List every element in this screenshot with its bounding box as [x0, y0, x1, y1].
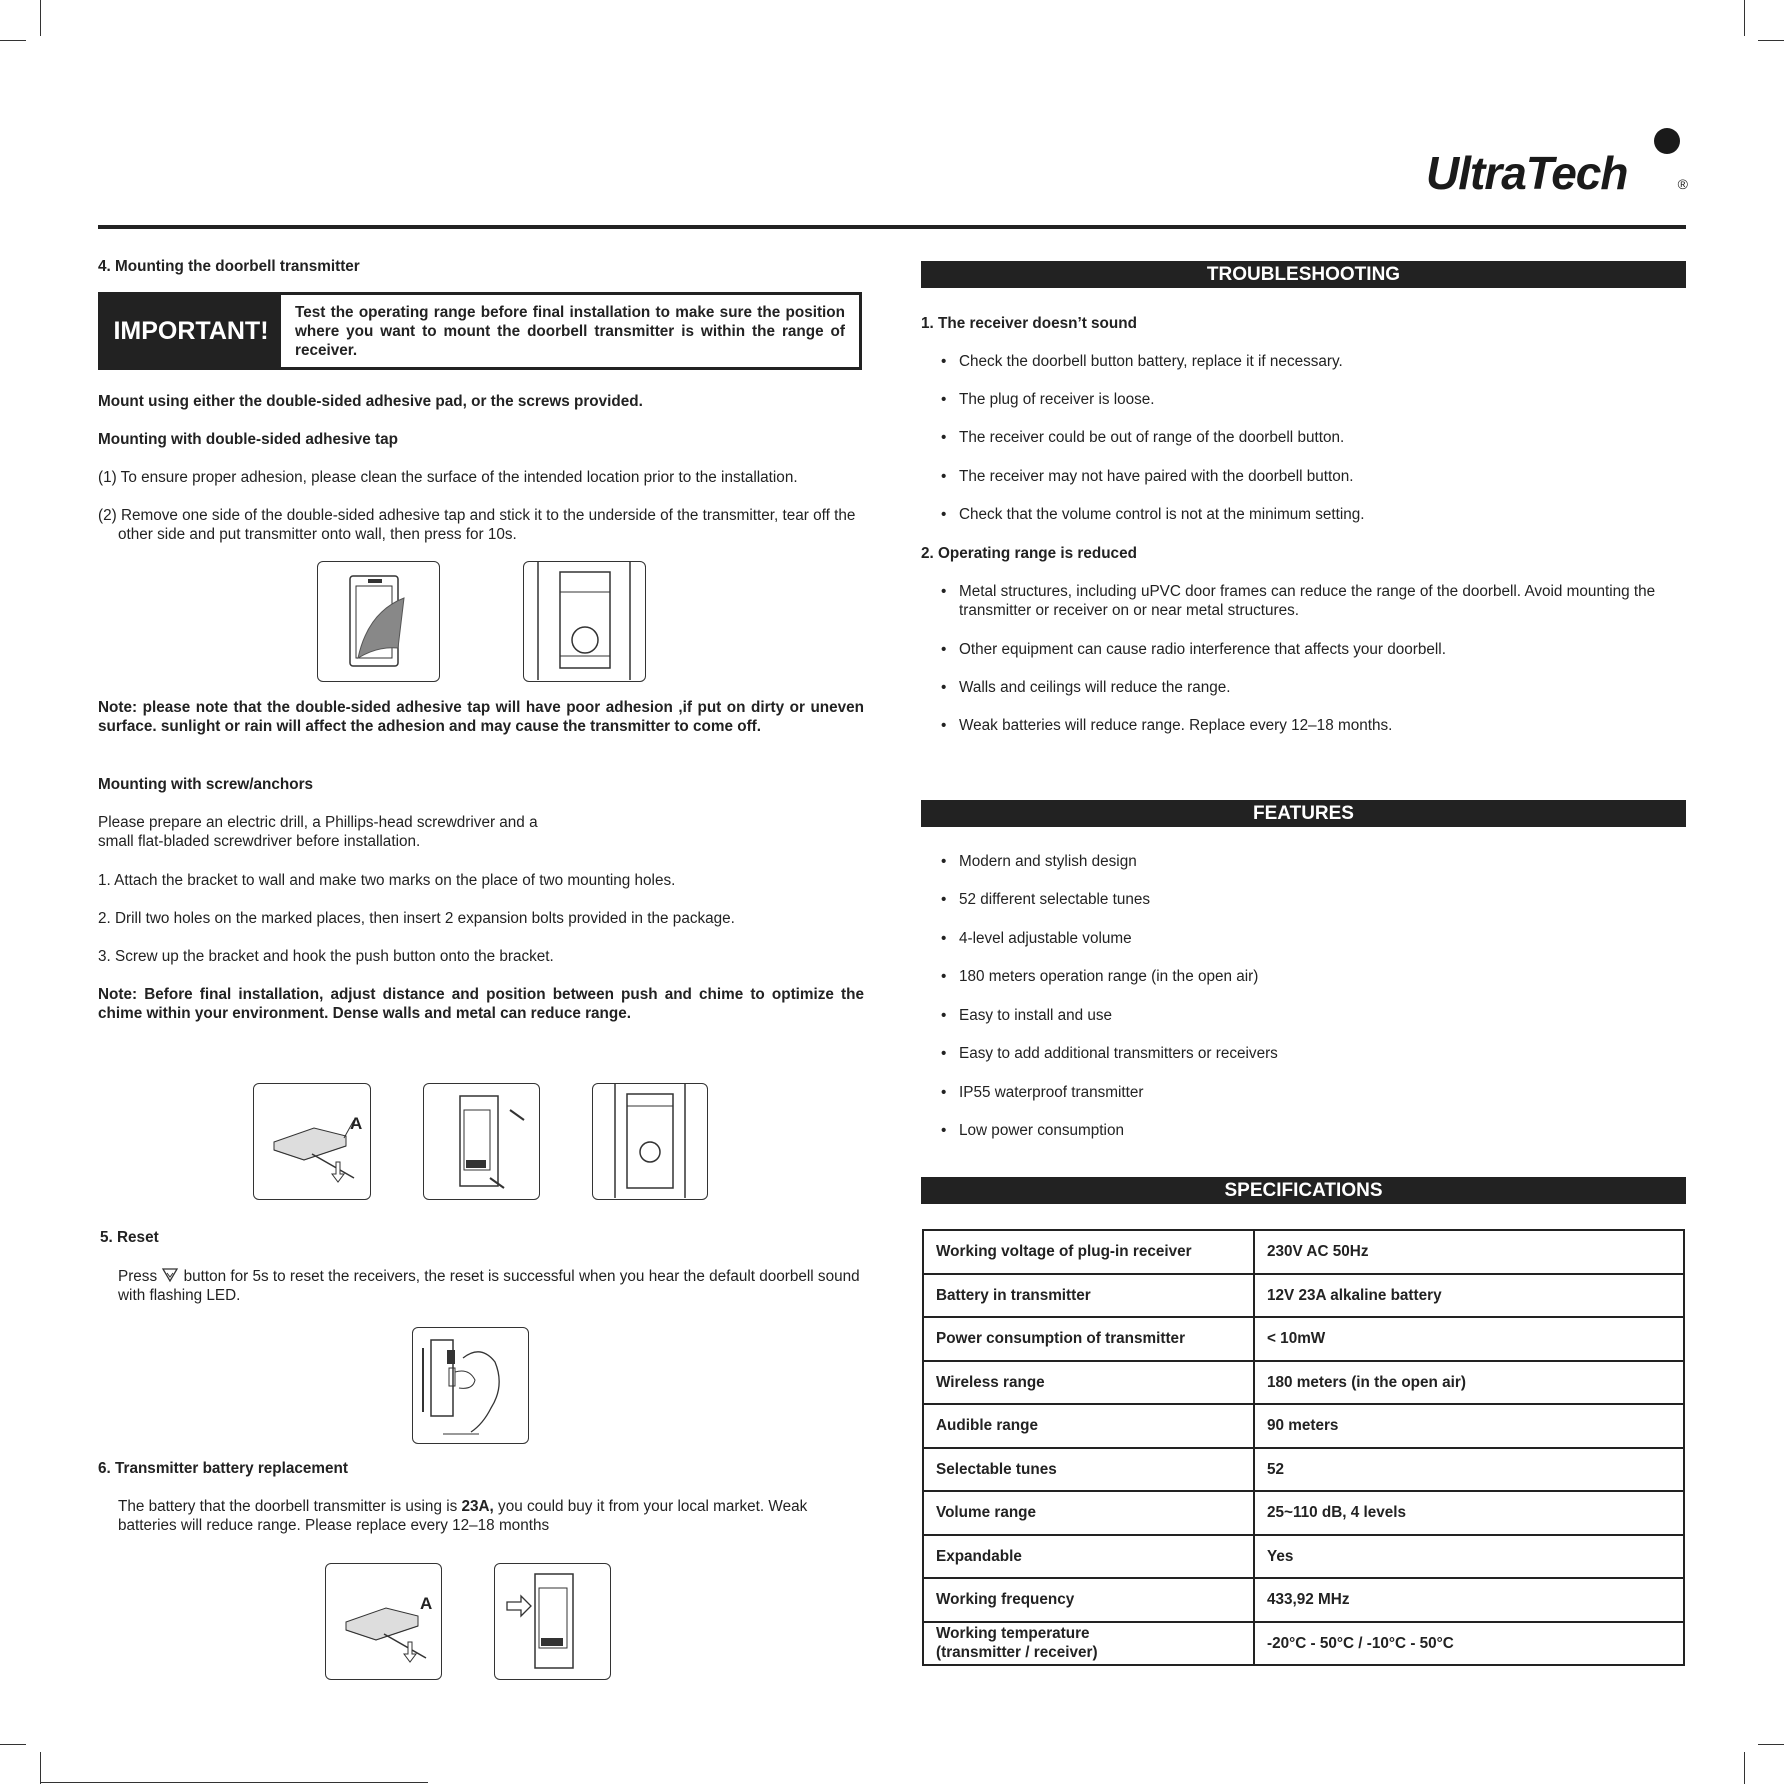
spec-value: 90 meters	[1254, 1404, 1684, 1448]
adhesive-step-1: (1) To ensure proper adhesion, please clean the surface of the intended location prior to the installation.	[98, 469, 798, 486]
reset-text-post: button for 5s to reset the receivers, the reset is successful when you hear the default doorbell sound with flashing LED.	[118, 1268, 860, 1304]
spec-value: 180 meters (in the open air)	[1254, 1361, 1684, 1405]
list-item: • 180 meters operation range (in the open air)	[941, 968, 1259, 985]
battery-paragraph	[118, 1497, 866, 1535]
specifications-table	[922, 1229, 1685, 1666]
section-4-title: 4. Mounting the doorbell transmitter	[98, 258, 360, 275]
spec-key: Selectable tunes	[923, 1448, 1254, 1492]
logo-swoosh-icon	[1654, 128, 1680, 154]
spec-key: Wireless range	[923, 1361, 1254, 1405]
bracket-figure-2	[423, 1083, 540, 1200]
table-row	[923, 1535, 1684, 1579]
adhesive-note: Note: please note that the double-sided adhesive tap will have poor adhesion ,if put on dirty or uneven surface. sunlight or rain will affect the adhesion and may cause the transmitter to come off.	[98, 699, 864, 735]
trouble-q2: 2. Operating range is reduced	[921, 545, 1137, 562]
list-item: • 4-level adjustable volume	[941, 930, 1132, 947]
reset-paragraph	[118, 1267, 866, 1305]
adhesive-step-2: (2) Remove one side of the double-sided adhesive tap and stick it to the underside of the transmitter, tear off the other side and put transmitter onto wall, then press for 10s.	[98, 507, 856, 543]
spec-key: Battery in transmitter	[923, 1274, 1254, 1318]
table-row	[923, 1404, 1684, 1448]
crop-mark	[1744, 1752, 1745, 1784]
list-item: • The receiver may not have paired with the doorbell button.	[941, 468, 1354, 485]
important-label: IMPORTANT!	[101, 295, 281, 367]
spec-value: 25~110 dB, 4 levels	[1254, 1491, 1684, 1535]
crop-mark	[40, 0, 41, 36]
screw-step-1: 1. Attach the bracket to wall and make two marks on the place of two mounting holes.	[98, 872, 676, 889]
spec-key: Working temperature (transmitter / receiver)	[923, 1622, 1254, 1666]
table-row	[923, 1491, 1684, 1535]
important-box	[98, 292, 862, 370]
reset-figure	[412, 1327, 529, 1444]
section-6-title: 6. Transmitter battery replacement	[98, 1460, 348, 1477]
list-item: • Other equipment can cause radio interference that affects your doorbell.	[941, 641, 1446, 658]
list-item: • Weak batteries will reduce range. Replace every 12–18 months.	[941, 717, 1393, 734]
table-row	[923, 1361, 1684, 1405]
spec-key: Working voltage of plug-in receiver	[923, 1230, 1254, 1274]
specifications-title: SPECIFICATIONS	[921, 1177, 1686, 1204]
spec-key: Audible range	[923, 1404, 1254, 1448]
list-item: • Low power consumption	[941, 1122, 1124, 1139]
crop-mark	[1758, 40, 1784, 41]
spec-value: 230V AC 50Hz	[1254, 1230, 1684, 1274]
table-row	[923, 1230, 1684, 1274]
crop-mark	[0, 40, 26, 41]
list-item: • The plug of receiver is loose.	[941, 391, 1155, 408]
battery-figure-2	[494, 1563, 611, 1680]
screw-note: Note: Before final installation, adjust distance and position between push and chime to optimize the chime within your environment. Dense walls and metal can reduce range.	[98, 986, 864, 1022]
list-item: • Modern and stylish design	[941, 853, 1137, 870]
screw-step-2: 2. Drill two holes on the marked places, then insert 2 expansion bolts provided in the package.	[98, 910, 735, 927]
screw-step-3: 3. Screw up the bracket and hook the push button onto the bracket.	[98, 948, 554, 965]
important-text: Test the operating range before final installation to make sure the position where you want to mount the doorbell transmitter is within the range of receiver.	[295, 304, 845, 359]
table-row	[923, 1317, 1684, 1361]
crop-mark	[1758, 1744, 1784, 1745]
screw-intro-2: small flat-bladed screwdriver before installation.	[98, 833, 421, 850]
reset-text-pre: Press	[118, 1268, 158, 1285]
list-item: • The receiver could be out of range of the doorbell button.	[941, 429, 1345, 446]
brand-logo	[1426, 128, 1688, 198]
spec-value: 433,92 MHz	[1254, 1578, 1684, 1622]
list-item: • Walls and ceilings will reduce the range.	[941, 679, 1231, 696]
table-row	[923, 1578, 1684, 1622]
reset-button-icon	[161, 1267, 179, 1283]
label-a: A	[420, 1594, 433, 1613]
screw-heading: Mounting with screw/anchors	[98, 776, 314, 793]
crop-mark	[40, 1782, 428, 1783]
label-a: A	[350, 1114, 363, 1133]
battery-text-post: you could buy it from your local market. Weak batteries will reduce range. Please replace every 12–18 months	[118, 1498, 808, 1534]
list-item: • Check the doorbell button battery, replace it if necessary.	[941, 353, 1343, 370]
list-item: • Check that the volume control is not at the minimum setting.	[941, 506, 1365, 523]
crop-mark	[1744, 0, 1745, 36]
adhesive-heading: Mounting with double-sided adhesive tap	[98, 431, 398, 448]
list-item: • 52 different selectable tunes	[941, 891, 1151, 908]
bracket-figure-3	[592, 1083, 708, 1200]
registered-mark: ®	[1677, 176, 1688, 192]
crop-mark	[40, 1752, 41, 1784]
spec-value: Yes	[1254, 1535, 1684, 1579]
section-5-title: 5. Reset	[100, 1229, 159, 1246]
features-title: FEATURES	[921, 800, 1686, 827]
table-row	[923, 1274, 1684, 1318]
table-row	[923, 1622, 1684, 1666]
table-row	[923, 1448, 1684, 1492]
crop-mark	[0, 1744, 26, 1745]
battery-figure-1	[325, 1563, 442, 1680]
list-item: • Easy to install and use	[941, 1007, 1113, 1024]
header-rule	[98, 225, 1686, 229]
list-item: • Metal structures, including uPVC door frames can reduce the range of the doorbell. Avoid mounting the transmitter or receiver on or near metal structures.	[941, 583, 1656, 619]
troubleshooting-title: TROUBLESHOOTING	[921, 261, 1686, 288]
spec-key: Working frequency	[923, 1578, 1254, 1622]
adhesive-figure-2	[523, 561, 646, 682]
spec-value: 52	[1254, 1448, 1684, 1492]
logo-text: UltraTech	[1426, 147, 1628, 199]
trouble-q1: 1. The receiver doesn’t sound	[921, 315, 1137, 332]
bracket-figure-1	[253, 1083, 371, 1200]
spec-value: 12V 23A alkaline battery	[1254, 1274, 1684, 1318]
screw-intro-1: Please prepare an electric drill, a Phillips-head screwdriver and a	[98, 814, 538, 831]
battery-text-pre: The battery that the doorbell transmitter is using is	[118, 1498, 462, 1515]
battery-type: 23A,	[461, 1498, 494, 1515]
spec-key: Volume range	[923, 1491, 1254, 1535]
spec-key: Expandable	[923, 1535, 1254, 1579]
list-item: • Easy to add additional transmitters or receivers	[941, 1045, 1278, 1062]
spec-key: Power consumption of transmitter	[923, 1317, 1254, 1361]
spec-value: < 10mW	[1254, 1317, 1684, 1361]
list-item: • IP55 waterproof transmitter	[941, 1084, 1144, 1101]
mount-intro: Mount using either the double-sided adhesive pad, or the screws provided.	[98, 393, 643, 410]
adhesive-figure-1	[317, 561, 440, 682]
spec-value: -20°C - 50°C / -10°C - 50°C	[1254, 1622, 1684, 1666]
